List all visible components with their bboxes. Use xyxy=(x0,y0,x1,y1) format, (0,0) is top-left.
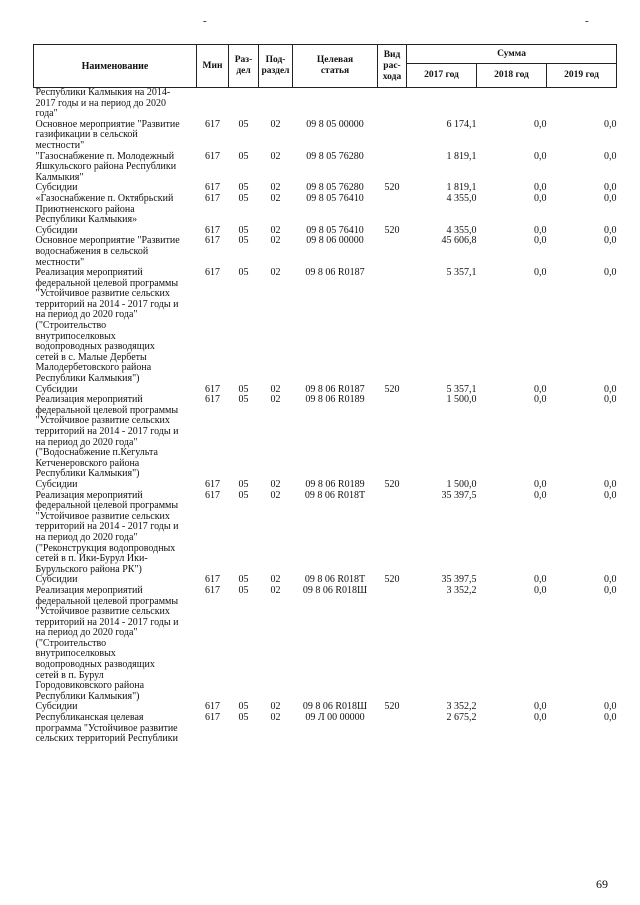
cell-y2017: 3 352,2 xyxy=(446,584,477,596)
cell-razdel: 05 xyxy=(238,235,249,247)
cell-name: Реализация мероприятий федеральной целевой программы "Устойчивое развитие сельских территорий на 2014 - 2017 годы и на период до 2020 года" ("Реконструкция водопроводных сетей в п. Ики-Бурул Ики- Бурульского района РК") xyxy=(35,489,179,575)
cell-min: 617 xyxy=(205,394,220,406)
table-row xyxy=(34,152,617,184)
cell-vid: 520 xyxy=(384,182,400,194)
cell-y2019: 0,0 xyxy=(604,150,617,162)
cell-podrazdel: 02 xyxy=(270,574,281,586)
cell-celevaya: 09 8 06 R0189 xyxy=(305,394,365,406)
header-name: Наименование xyxy=(34,45,197,88)
cell-podrazdel: 02 xyxy=(270,224,281,236)
header-razdel: Раз- дел xyxy=(229,45,259,88)
cell-celevaya: 09 8 05 76410 xyxy=(306,224,364,236)
cell-podrazdel: 02 xyxy=(270,584,281,596)
cell-razdel: 05 xyxy=(238,192,249,204)
cell-razdel: 05 xyxy=(238,394,249,406)
cell-razdel: 05 xyxy=(238,574,249,586)
cell-name: Субсидии xyxy=(35,701,78,713)
cell-y2017: 1 819,1 xyxy=(446,182,477,194)
cell-celevaya: 09 Л 00 00000 xyxy=(305,712,365,724)
cell-celevaya: 09 8 05 76410 xyxy=(306,192,364,204)
cell-min: 617 xyxy=(205,489,220,501)
cell-name: Субсидии xyxy=(35,383,78,395)
cell-y2017: 2 675,2 xyxy=(446,712,477,724)
cell-podrazdel: 02 xyxy=(270,383,281,395)
header-2017: 2017 год xyxy=(407,64,477,88)
header-summa: Сумма xyxy=(407,45,617,64)
cell-name: Субсидии xyxy=(35,478,78,490)
cell-name: "Газоснабжение п. Молодежный Яшкульского района Республики Калмыкия" xyxy=(35,150,177,183)
table-row xyxy=(34,268,617,385)
cell-y2018 xyxy=(477,88,547,120)
cell-razdel: 05 xyxy=(238,701,249,713)
cell-podrazdel: 02 xyxy=(270,235,281,247)
cell-y2019: 0,0 xyxy=(604,224,617,236)
cell-y2019: 0,0 xyxy=(604,584,617,596)
cell-podrazdel: 02 xyxy=(270,150,281,162)
cell-y2017: 4 355,0 xyxy=(446,224,477,236)
cell-min: 617 xyxy=(205,584,220,596)
cell-podrazdel: 02 xyxy=(270,192,281,204)
cell-y2019: 0,0 xyxy=(604,235,617,247)
cell-vid xyxy=(378,88,407,120)
cell-podrazdel: 02 xyxy=(270,267,281,279)
cell-y2019: 0,0 xyxy=(604,574,617,586)
cell-vid: 520 xyxy=(384,574,400,586)
cell-vid: 520 xyxy=(384,383,400,395)
cell-min: 617 xyxy=(205,574,220,586)
cell-razdel: 05 xyxy=(238,182,249,194)
cell-vid xyxy=(378,236,407,268)
cell-podrazdel: 02 xyxy=(270,118,281,130)
table-row xyxy=(34,480,617,491)
cell-celevaya: 09 8 06 R0187 xyxy=(305,383,365,395)
cell-podrazdel: 02 xyxy=(270,489,281,501)
cell-name: Реализация мероприятий федеральной целевой программы "Устойчивое развитие сельских территорий на 2014 - 2017 годы и на период до 2020 года" ("Строительство внутрипоселковых водопроводных разводящих сетей в с. Малые Дербеты Малодербетовского района Республики Калмыкия") xyxy=(35,267,179,385)
cell-y2017: 3 352,2 xyxy=(446,701,477,713)
cell-y2019: 0,0 xyxy=(604,182,617,194)
header-podrazdel: Под- раздел xyxy=(259,45,293,88)
cell-y2019 xyxy=(547,88,617,120)
cell-y2019: 0,0 xyxy=(604,478,617,490)
cell-name: Субсидии xyxy=(35,182,78,194)
cell-y2018: 0,0 xyxy=(534,394,547,406)
cell-celevaya: 09 8 06 R018Ш xyxy=(302,584,368,596)
table-row xyxy=(34,491,617,576)
cell-vid xyxy=(378,586,407,703)
cell-vid xyxy=(378,395,407,480)
cell-min: 617 xyxy=(205,712,220,724)
table-row xyxy=(34,120,617,152)
cell-y2017: 1 819,1 xyxy=(446,150,477,162)
cell-vid: 520 xyxy=(384,701,400,713)
cell-y2019: 0,0 xyxy=(604,394,617,406)
cell-y2019: 0,0 xyxy=(604,383,617,395)
cell-y2017: 4 355,0 xyxy=(446,192,477,204)
cell-celevaya: 09 8 05 00000 xyxy=(306,118,364,130)
cell-name: Реализация мероприятий федеральной целевой программы "Устойчивое развитие сельских территорий на 2014 - 2017 годы и на период до 2020 года" ("Строительство внутрипоселковых водопроводных разводящих сетей в п. Бурул Городовиковского района Республики Калмыкия") xyxy=(35,584,179,702)
cell-y2018: 0,0 xyxy=(534,584,547,596)
cell-y2018: 0,0 xyxy=(534,712,547,724)
header-vid: Вид рас- хода xyxy=(378,45,407,88)
cell-name: Основное мероприятие "Развитие водоснабжения в сельской местности" xyxy=(35,235,180,268)
cell-podrazdel xyxy=(259,88,293,120)
header-min: Мин xyxy=(197,45,229,88)
cell-podrazdel: 02 xyxy=(270,712,281,724)
cell-min: 617 xyxy=(205,192,220,204)
cell-celevaya: 09 8 06 R0189 xyxy=(305,478,365,490)
cell-razdel: 05 xyxy=(238,150,249,162)
cell-min: 617 xyxy=(205,224,220,236)
cell-y2018: 0,0 xyxy=(534,701,547,713)
cell-celevaya: 09 8 06 R018Ш xyxy=(302,701,368,713)
table-row xyxy=(34,586,617,703)
cell-y2017: 1 500,0 xyxy=(446,478,477,490)
cell-razdel: 05 xyxy=(238,267,249,279)
cell-razdel: 05 xyxy=(238,478,249,490)
budget-table xyxy=(33,44,617,745)
cell-y2017: 5 357,1 xyxy=(446,383,477,395)
table-row xyxy=(34,194,617,226)
cell-vid xyxy=(378,120,407,152)
cell-podrazdel: 02 xyxy=(270,478,281,490)
cell-name: «Газоснабжение п. Октябрьский Приютненского района Республики Калмыкия» xyxy=(35,192,174,226)
cell-podrazdel: 02 xyxy=(270,701,281,713)
cell-razdel: 05 xyxy=(238,712,249,724)
cell-y2018: 0,0 xyxy=(534,383,547,395)
table-row xyxy=(34,236,617,268)
cell-min: 617 xyxy=(205,701,220,713)
table-body xyxy=(34,88,617,745)
cell-y2018: 0,0 xyxy=(534,235,547,247)
cell-y2017: 6 174,1 xyxy=(446,118,477,130)
cell-celevaya: 09 8 05 76280 xyxy=(306,182,364,194)
cell-min xyxy=(197,88,229,120)
cell-y2018: 0,0 xyxy=(534,478,547,490)
cell-celevaya: 09 8 06 00000 xyxy=(306,235,364,247)
cell-y2017: 35 397,5 xyxy=(441,489,477,501)
cell-vid xyxy=(378,268,407,385)
table-row xyxy=(34,395,617,480)
cell-razdel: 05 xyxy=(238,118,249,130)
cell-min: 617 xyxy=(205,235,220,247)
cell-vid xyxy=(378,491,407,576)
cell-vid: 520 xyxy=(384,478,400,490)
cell-razdel: 05 xyxy=(238,224,249,236)
cell-podrazdel: 02 xyxy=(270,182,281,194)
cell-name: Субсидии xyxy=(35,574,78,586)
cell-celevaya: 09 8 06 R0187 xyxy=(305,267,365,279)
table-header xyxy=(34,45,617,88)
cell-y2018: 0,0 xyxy=(534,182,547,194)
cell-min: 617 xyxy=(205,478,220,490)
cell-celevaya xyxy=(293,88,378,120)
cell-vid: 520 xyxy=(384,224,400,236)
cell-y2017: 1 500,0 xyxy=(446,394,477,406)
cell-name: Республиканская целевая программа "Устойчивое развитие сельских территорий Республики xyxy=(35,712,178,745)
cell-name: Реализация мероприятий федеральной целевой программы "Устойчивое развитие сельских территорий на 2014 - 2017 годы и на период до 2020 года" ("Водоснабжение п.Кегульта Кетченеровского района Республики Калмыкия") xyxy=(35,394,179,480)
header-2019: 2019 год xyxy=(547,64,617,88)
cell-y2018: 0,0 xyxy=(534,150,547,162)
cell-y2018: 0,0 xyxy=(534,489,547,501)
cell-razdel: 05 xyxy=(238,489,249,501)
cell-celevaya: 09 8 05 76280 xyxy=(306,150,364,162)
top-mark-right: - xyxy=(585,15,589,27)
cell-vid xyxy=(378,194,407,226)
cell-y2017: 45 606,8 xyxy=(441,235,477,247)
cell-vid xyxy=(378,713,407,745)
cell-min: 617 xyxy=(205,150,220,162)
cell-y2019: 0,0 xyxy=(604,118,617,130)
cell-y2019: 0,0 xyxy=(604,267,617,279)
cell-min: 617 xyxy=(205,383,220,395)
header-celevaya: Целевая статья xyxy=(293,45,378,88)
cell-y2018: 0,0 xyxy=(534,267,547,279)
cell-y2019: 0,0 xyxy=(604,489,617,501)
cell-y2017: 35 397,5 xyxy=(441,574,477,586)
top-mark-left: - xyxy=(203,15,207,27)
cell-y2018: 0,0 xyxy=(534,224,547,236)
cell-celevaya: 09 8 06 R018T xyxy=(304,489,366,501)
cell-razdel xyxy=(229,88,259,120)
cell-vid xyxy=(378,152,407,184)
cell-y2018: 0,0 xyxy=(534,118,547,130)
cell-y2017: 5 357,1 xyxy=(446,267,477,279)
header-2018: 2018 год xyxy=(477,64,547,88)
cell-celevaya: 09 8 06 R018T xyxy=(304,574,366,586)
cell-y2019: 0,0 xyxy=(604,192,617,204)
cell-y2017 xyxy=(407,88,477,120)
cell-razdel: 05 xyxy=(238,383,249,395)
cell-razdel: 05 xyxy=(238,584,249,596)
table-row xyxy=(34,713,617,745)
cell-min: 617 xyxy=(205,118,220,130)
cell-name: Основное мероприятие "Развитие газификации в сельской местности" xyxy=(35,118,180,151)
table-row xyxy=(34,88,617,120)
cell-min: 617 xyxy=(205,267,220,279)
cell-name: Субсидии xyxy=(35,224,78,236)
page-number: 69 xyxy=(596,877,608,891)
cell-y2019: 0,0 xyxy=(604,712,617,724)
cell-min: 617 xyxy=(205,182,220,194)
cell-podrazdel: 02 xyxy=(270,394,281,406)
cell-name: Республики Калмыкия на 2014- 2017 годы и на период до 2020 года" xyxy=(35,87,171,120)
cell-y2018: 0,0 xyxy=(534,574,547,586)
cell-y2018: 0,0 xyxy=(534,192,547,204)
cell-y2019: 0,0 xyxy=(604,701,617,713)
